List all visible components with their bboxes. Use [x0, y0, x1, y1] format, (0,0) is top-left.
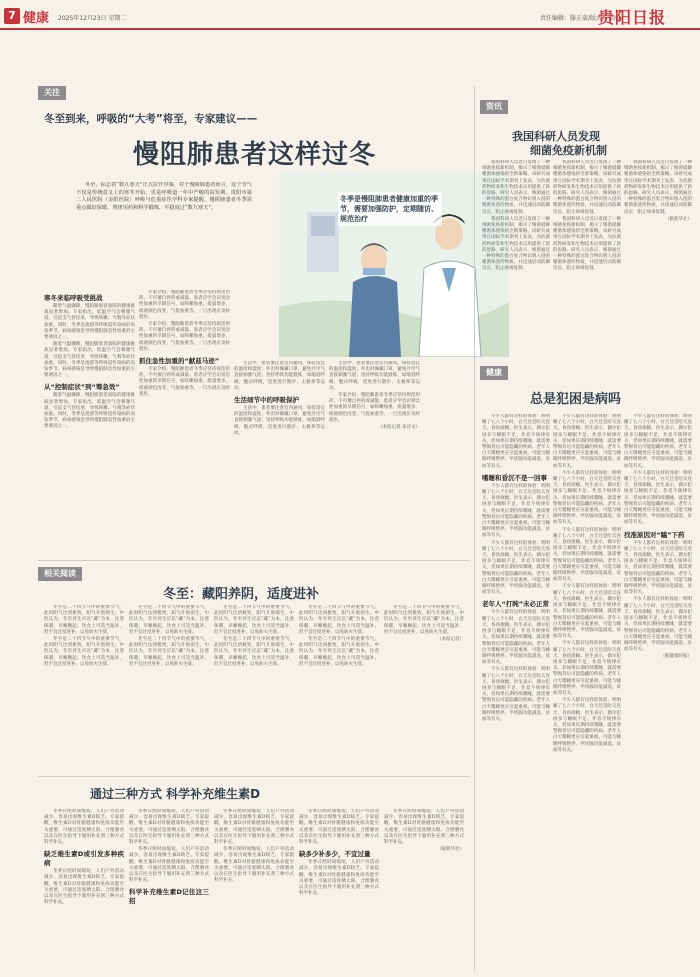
vitd-text-3: 冬季日照时间缩短，人们户外活动减少，容易出现维生素D缺乏。专家提醒，维生素D对骨骼健康和免疫功能至关重要，可通过适度晒太阳、合理膳食以及在医生指导下服用补充剂三种方式科学补充。 [129, 809, 209, 846]
column-col-1 [482, 414, 550, 969]
vitd-text-4: 冬季日照时间缩短，人们户外活动减少，容易出现维生素D缺乏。专家提醒，维生素D对骨骼健康和免疫功能至关重要，可通过适度晒太阳、合理膳食以及在医生指导下服用补充剂三种方式科学补充。 [129, 847, 209, 884]
feature-col2-text: 专家介绍，慢阻肺患者冬季应坚持规范用药，不可擅自停药或减量。患者应学会识别急性加重的早期信号，如咳嗽加重、痰量增多、痰液颜色改变、气促加重等，一旦出现应及时就医。 [139, 290, 230, 320]
solar-text-2: 冬至是二十四节气中的重要节气，此时阴气达到极致，阳气开始萌生。中医认为，冬至养生应以“藏”为本，注意保暖，早睡晚起，饮食上可适当温补，但不宜过度进补，以免助火生痰。 [129, 605, 209, 635]
feature-subhead-3: 抓住急性加重的“献兹马迹” [139, 357, 220, 366]
solar-text-3b: 冬至是二十四节气中的重要节气，此时阴气达到极致，阳气开始萌生。中医认为，冬至养生应以“藏”为本，注意保暖，早睡晚起，饮食上可适当温补，但不宜过度进补，以免助火生痰。 [214, 637, 294, 667]
vitd-col-5 [384, 809, 464, 969]
feature-kicker: 冬至到来，呼吸的“大考”将至，专家建议—— [44, 113, 258, 125]
vitd-title: 通过三种方式 科学补充维生素D [90, 787, 261, 801]
issue-date: 2025年12月23日 星期二 [58, 15, 127, 22]
page-number: 7 [4, 8, 20, 24]
vitd-text-8: 冬季日照时间缩短，人们户外活动减少，容易出现维生素D缺乏。专家提醒，维生素D对骨骼健康和免疫功能至关重要，可通过适度晒太阳、合理膳食以及在医生指导下服用补充剂三种方式科学补充。 [299, 860, 379, 897]
vitd-text-2: 冬季日照时间缩短，人们户外活动减少，容易出现维生素D缺乏。专家提醒，维生素D对骨骼健康和免疫功能至关重要，可通过适度晒太阳、合理膳食以及在医生指导下服用补充剂三种方式科学补充。 [44, 869, 124, 906]
brief-text-1b: 我国科研人员近日发现了一种细菌免疫新机制，揭示了细菌抵御噬菌体感染的全新策略。该研究成果在国际学术期刊上发表，为抗菌药物研发和生物技术应用提供了新的思路。研究人员表示，细菌通过一种特殊的蛋白复合物识别入侵的噬菌体遗传物质，并迅速启动防御反应，阻止病毒复制。 [482, 216, 550, 272]
column-col-2 [553, 414, 621, 969]
solar-text-2b: 冬至是二十四节气中的重要节气，此时阴气达到极致，阳气开始萌生。中医认为，冬至养生应以“藏”为本，注意保暖，早睡晚起，饮食上可适当温补，但不宜过度进补，以免助火生痰。 [129, 637, 209, 667]
solar-col-2 [129, 605, 209, 767]
column-title: 总是犯困是病吗 [530, 392, 622, 407]
feature-col1-text-2: 随着气温骤降，慢阻肺患者面临的健康挑战显著增加。专家指出，低温空气会刺激气道，引起支气管痉挛，导致咳嗽、气喘等症状加重。同时，冬季是流感等呼吸道传染病的高发季节，病毒感染是导致慢阻肺急性加重的主要诱因之一。 [44, 342, 135, 379]
brief-byline: （据新华社） [665, 216, 692, 222]
feature-col4-text-2: 专家介绍，慢阻肺患者冬季应坚持规范用药，不可擅自停药或减量。患者应学会识别急性加重的早期信号，如咳嗽加重、痰量增多、痰液颜色改变、气促加重等，一旦出现应及时就医。 [329, 393, 420, 423]
column-text-6: 不少人都有这样的体验：明明睡了七八个小时，白天还是哈欠连天、昏昏欲睡。医生表示，偶尔犯困多与睡眠不足、作息不规律有关，但如果长期持续嗜睡，就需要警惕背后可能隐藏的疾病。老年人白天嗜睡更应引起重视，可能与睡眠呼吸暂停、甲状腺功能减退、贫血等有关。 [553, 414, 621, 469]
column-text-7: 不少人都有这样的体验：明明睡了七八个小时，白天还是哈欠连天、昏昏欲睡。医生表示，偶尔犯困多与睡眠不足、作息不规律有关，但如果长期持续嗜睡，就需要警惕背后可能隐藏的疾病。老年人白天嗜睡更应引起重视，可能与睡眠呼吸暂停、甲状腺功能减退、贫血等有关。 [553, 470, 621, 526]
column-text-15: 不少人都有这样的体验：明明睡了七八个小时，白天还是哈欠连天、昏昏欲睡。医生表示，偶尔犯困多与睡眠不足、作息不规律有关，但如果长期持续嗜睡，就需要警惕背后可能隐藏的疾病。老年人白天嗜睡更应引起重视，可能与睡眠呼吸暂停、甲状腺功能减退、贫血等有关。 [624, 597, 692, 653]
feature-tag: 关注 [38, 86, 66, 100]
column-text-10: 不少人都有这样的体验：明明睡了七八个小时，白天还是哈欠连天、昏昏欲睡。医生表示，偶尔犯困多与睡眠不足、作息不规律有关，但如果长期持续嗜睡，就需要警惕背后可能隐藏的疾病。老年人白天嗜睡更应引起重视，可能与睡眠呼吸暂停、甲状腺功能减退、贫血等有关。 [553, 641, 621, 696]
vitd-byline: （据新华社） [437, 847, 464, 853]
column-text-14: 不少人都有这样的体验：明明睡了七八个小时，白天还是哈欠连天、昏昏欲睡。医生表示，偶尔犯困多与睡眠不足、作息不规律有关，但如果长期持续嗜睡，就需要警惕背后可能隐藏的疾病。老年人白天嗜睡更应引起重视，可能与睡眠呼吸暂停、甲状腺功能减退、贫血等有关。 [624, 540, 692, 596]
vitd-text-5: 冬季日照时间缩短，人们户外活动减少，容易出现维生素D缺乏。专家提醒，维生素D对骨骼健康和免疫功能至关重要，可通过适度晒太阳、合理膳食以及在医生指导下服用补充剂三种方式科学补充。 [214, 809, 294, 846]
column-subhead-2: 老年人“打盹”未必正常 [482, 600, 550, 609]
feature-col1-text-3: 随着气温骤降，慢阻肺患者面临的健康挑战显著增加。专家指出，低温空气会刺激气道，引起支气管痉挛，导致咳嗽、气喘等症状加重。同时，冬季是流感等呼吸道传染病的高发季节，病毒感染是导致慢阻肺急性加重的主要诱因之一。 [44, 393, 135, 430]
solar-text-3: 冬至是二十四节气中的重要节气，此时阴气达到极致，阳气开始萌生。中医认为，冬至养生应以“藏”为本，注意保暖，早睡晚起，饮食上可适当温补，但不宜过度进补，以免助火生痰。 [214, 605, 294, 635]
feature-col2-text-2: 专家介绍，慢阻肺患者冬季应坚持规范用药，不可擅自停药或减量。患者应学会识别急性加重的早期信号，如咳嗽加重、痰量增多、痰液颜色改变、气促加重等，一旦出现应及时就医。 [139, 322, 230, 352]
news-brief [480, 86, 694, 354]
column-tag: 健康 [480, 366, 508, 380]
feature-subhead-2: 从“控制症状”到“筹急效” [44, 383, 120, 392]
page-header [0, 0, 700, 30]
column-byline: （据健康时报） [660, 654, 692, 660]
related-tag: 相关阅读 [38, 567, 82, 581]
brief-tag: 资讯 [480, 100, 508, 114]
column-text-13: 不少人都有这样的体验：明明睡了七八个小时，白天还是哈欠连天、昏昏欲睡。医生表示，偶尔犯困多与睡眠不足、作息不规律有关，但如果长期持续嗜睡，就需要警惕背后可能隐藏的疾病。老年人白天嗜睡更应引起重视，可能与睡眠呼吸暂停、甲状腺功能减退、贫血等有关。 [624, 470, 692, 526]
section-name: 健康 [23, 11, 50, 26]
column-text-8: 不少人都有这样的体验：明明睡了七八个小时，白天还是哈欠连天、昏昏欲睡。医生表示，偶尔犯困多与睡眠不足、作息不规律有关，但如果长期持续嗜睡，就需要警惕背后可能隐藏的疾病。老年人白天嗜睡更应引起重视，可能与睡眠呼吸暂停、甲状腺功能减退、贫血等有关。 [553, 527, 621, 583]
sleepiness-column [480, 362, 694, 974]
column-text-11: 不少人都有这样的体验：明明睡了七八个小时，白天还是哈欠连天、昏昏欲睡。医生表示，偶尔犯困多与睡眠不足、作息不规律有关，但如果长期持续嗜睡，就需要警惕背后可能隐藏的疾病。老年人白天嗜睡更应引起重视，可能与睡眠呼吸暂停、甲状腺功能减退、贫血等有关。 [553, 698, 621, 753]
brief-text-2: 我国科研人员近日发现了一种细菌免疫新机制，揭示了细菌抵御噬菌体感染的全新策略。该研究成果在国际学术期刊上发表，为抗菌药物研发和生物技术应用提供了新的思路。研究人员表示，细菌通过一种特殊的蛋白复合物识别入侵的噬菌体遗传物质，并迅速启动防御反应，阻止病毒复制。 [553, 160, 621, 215]
vitd-text-9: 冬季日照时间缩短，人们户外活动减少，容易出现维生素D缺乏。专家提醒，维生素D对骨骼健康和免疫功能至关重要，可通过适度晒太阳、合理膳食以及在医生指导下服用补充剂三种方式科学补充。 [384, 809, 464, 846]
brief-text-3: 我国科研人员近日发现了一种细菌免疫新机制，揭示了细菌抵御噬菌体感染的全新策略。该研究成果在国际学术期刊上发表，为抗菌药物研发和生物技术应用提供了新的思路。研究人员表示，细菌通过一种特殊的蛋白复合物识别入侵的噬菌体遗传物质，并迅速启动防御反应，阻止病毒复制。 [624, 160, 692, 215]
column-text-2: 不少人都有这样的体验：明明睡了七八个小时，白天还是哈欠连天、昏昏欲睡。医生表示，偶尔犯困多与睡眠不足、作息不规律有关，但如果长期持续嗜睡，就需要警惕背后可能隐藏的疾病。老年人白天嗜睡更应引起重视，可能与睡眠呼吸暂停、甲状腺功能减退、贫血等有关。 [482, 483, 550, 539]
brief-column-3 [624, 160, 692, 350]
column-subhead-3: 找准原因对“瞌”下药 [624, 530, 685, 539]
feature-column-2 [139, 290, 230, 550]
solar-col-4 [299, 605, 379, 767]
brief-title: 我国科研人员发现 [512, 130, 600, 143]
column-text-1: 不少人都有这样的体验：明明睡了七八个小时，白天还是哈欠连天、昏昏欲睡。医生表示，偶尔犯困多与睡眠不足、作息不规律有关，但如果长期持续嗜睡，就需要警惕背后可能隐藏的疾病。老年人白天嗜睡更应引起重视，可能与睡眠呼吸暂停、甲状腺功能减退、贫血等有关。 [482, 414, 550, 469]
brief-text-1: 我国科研人员近日发现了一种细菌免疫新机制，揭示了细菌抵御噬菌体感染的全新策略。该研究成果在国际学术期刊上发表，为抗菌药物研发和生物技术应用提供了新的思路。研究人员表示，细菌通过一种特殊的蛋白复合物识别入侵的噬菌体遗传物质，并迅速启动防御反应，阻止病毒复制。 [482, 160, 550, 215]
brief-text-2b: 我国科研人员近日发现了一种细菌免疫新机制，揭示了细菌抵御噬菌体感染的全新策略。该研究成果在国际学术期刊上发表，为抗菌药物研发和生物技术应用提供了新的思路。研究人员表示，细菌通过一种特殊的蛋白复合物识别入侵的噬菌体遗传物质，并迅速启动防御反应，阻止病毒复制。 [553, 216, 621, 272]
feature-column-1 [44, 290, 135, 550]
vitd-text-6: 冬季日照时间缩短，人们户外活动减少，容易出现维生素D缺乏。专家提醒，维生素D对骨骼健康和免疫功能至关重要，可通过适度晒太阳、合理膳食以及在医生指导下服用补充剂三种方式科学补充。 [214, 847, 294, 884]
column-text-9: 不少人都有这样的体验：明明睡了七八个小时，白天还是哈欠连天、昏昏欲睡。医生表示，偶尔犯困多与睡眠不足、作息不规律有关，但如果长期持续嗜睡，就需要警惕背后可能隐藏的疾病。老年人白天嗜睡更应引起重视，可能与睡眠呼吸暂停、甲状腺功能减退、贫血等有关。 [553, 584, 621, 640]
feature-byline: （本报记者 朱诗文） [378, 425, 420, 431]
vitd-text-1: 冬季日照时间缩短，人们户外活动减少，容易出现维生素D缺乏。专家提醒，维生素D对骨骼健康和免疫功能至关重要，可通过适度晒太阳、合理膳食以及在医生指导下服用补充剂三种方式科学补充。 [44, 809, 124, 846]
column-col-3 [624, 414, 692, 969]
feature-column-4 [329, 361, 420, 551]
vitd-subhead-2: 科学补充维生素D记住这三招 [129, 888, 209, 906]
winter-solstice-article [38, 560, 469, 770]
vitd-col-4 [299, 809, 379, 969]
solar-text-1: 冬至是二十四节气中的重要节气，此时阴气达到极致，阳气开始萌生。中医认为，冬至养生应以“藏”为本，注意保暖，早睡晚起，饮食上可适当温补，但不宜过度进补，以免助火生痰。 [44, 605, 124, 635]
vitd-subhead-1: 缺乏维生素D或引发多种疾病 [44, 850, 124, 868]
vitd-subhead-3: 缺多少补多少，不宜过量 [299, 850, 371, 859]
solar-col-5 [384, 605, 464, 767]
feature-col1-text: 随着气温骤降，慢阻肺患者面临的健康挑战显著增加。专家指出，低温空气会刺激气道，引起支气管痉挛，导致咳嗽、气喘等症状加重。同时，冬季是流感等呼吸道传染病的高发季节，病毒感染是导致慢阻肺急性加重的主要诱因之一。 [44, 304, 135, 341]
column-text-3: 不少人都有这样的体验：明明睡了七八个小时，白天还是哈欠连天、昏昏欲睡。医生表示，偶尔犯困多与睡眠不足、作息不规律有关，但如果长期持续嗜睡，就需要警惕背后可能隐藏的疾病。老年人白天嗜睡更应引起重视，可能与睡眠呼吸暂停、甲状腺功能减退、贫血等有关。 [482, 540, 550, 596]
vitd-col-2 [129, 809, 209, 969]
vitd-text-7: 冬季日照时间缩短，人们户外活动减少，容易出现维生素D缺乏。专家提醒，维生素D对骨骼健康和免疫功能至关重要，可通过适度晒太阳、合理膳食以及在医生指导下服用补充剂三种方式科学补充。 [299, 809, 379, 846]
feature-headline: 慢阻肺患者这样过冬 [133, 140, 377, 170]
brief-column-1 [482, 160, 550, 350]
solar-col-1 [44, 605, 124, 767]
solar-text-1b: 冬至是二十四节气中的重要节气，此时阴气达到极致，阳气开始萌生。中医认为，冬至养生应以“藏”为本，注意保暖，早睡晚起，饮食上可适当温补，但不宜过度进补，以免助火生痰。 [44, 637, 124, 667]
vitd-col-3 [214, 809, 294, 969]
brief-title-2: 细菌免疫新机制 [530, 144, 607, 157]
column-text-4: 不少人都有这样的体验：明明睡了七八个小时，白天还是哈欠连天、昏昏欲睡。医生表示，偶尔犯困多与睡眠不足、作息不规律有关，但如果长期持续嗜睡，就需要警惕背后可能隐藏的疾病。老年人白天嗜睡更应引起重视，可能与睡眠呼吸暂停、甲状腺功能减退、贫血等有关。 [482, 610, 550, 666]
solar-col-3 [214, 605, 294, 767]
column-subhead-1: 嗜睡和昏沉不是一回事 [482, 473, 547, 482]
solar-text-4: 冬至是二十四节气中的重要节气，此时阴气达到极致，阳气开始萌生。中医认为，冬至养生应以“藏”为本，注意保暖，早睡晚起，饮食上可适当温补，但不宜过度进补，以免助火生痰。 [299, 605, 379, 635]
solar-byline: （本报记者） [437, 637, 464, 643]
solar-text-4b: 冬至是二十四节气中的重要节气，此时阴气达到极致，阳气开始萌生。中医认为，冬至养生应以“藏”为本，注意保暖，早睡晚起，饮食上可适当温补，但不宜过度进补，以免助火生痰。 [299, 637, 379, 667]
feature-lead [76, 182, 252, 274]
feature-article [38, 86, 469, 554]
feature-lead-text: 冬至，标志着“数九寒天”正式拉开序幕，对于慢阻肺患者而言，这个节气不仅是传统意义上的寒冬开始，更是呼吸道一年中严峻的高发期。贵阳市第二人民医院（金阳医院）呼吸与危重症医学科专家提醒，慢阻肺患者冬季需重点做好保暖、规律用药和科学锻炼，平稳度过“数九寒天”。 [76, 182, 252, 211]
feature-col3-text: 生活中，患者要注意室内通风，保持适宜的温度和湿度；外出时佩戴口罩，避免冷空气直接刺激气道；坚持呼吸功能锻炼，如缩唇呼吸、腹式呼吸，适度进行散步、太极拳等运动。 [234, 361, 325, 391]
feature-column-3 [234, 361, 325, 551]
vitamin-d-article [38, 776, 469, 972]
feature-col4-text: 生活中，患者要注意室内通风，保持适宜的温度和湿度；外出时佩戴口罩，避免冷空气直接刺激气道；坚持呼吸功能锻炼，如缩唇呼吸、腹式呼吸，适度进行散步、太极拳等运动。 [329, 361, 420, 391]
editor-credit: 责任编辑：滕正豪/版式：吴丽 [540, 15, 621, 22]
vitd-col-1 [44, 809, 124, 969]
feature-subhead-1: 寒冬来临呼吸受挑战 [44, 294, 103, 302]
column-text-5: 不少人都有这样的体验：明明睡了七八个小时，白天还是哈欠连天、昏昏欲睡。医生表示，偶尔犯困多与睡眠不足、作息不规律有关，但如果长期持续嗜睡，就需要警惕背后可能隐藏的疾病。老年人白天嗜睡更应引起重视，可能与睡眠呼吸暂停、甲状腺功能减退、贫血等有关。 [482, 667, 550, 722]
vertical-divider [474, 86, 475, 971]
column-text-12: 不少人都有这样的体验：明明睡了七八个小时，白天还是哈欠连天、昏昏欲睡。医生表示，偶尔犯困多与睡眠不足、作息不规律有关，但如果长期持续嗜睡，就需要警惕背后可能隐藏的疾病。老年人白天嗜睡更应引起重视，可能与睡眠呼吸暂停、甲状腺功能减退、贫血等有关。 [624, 414, 692, 469]
brief-column-2 [553, 160, 621, 350]
solar-title: 冬至：藏阳养阴，适度进补 [163, 587, 320, 602]
feature-col2-text-3: 专家介绍，慢阻肺患者冬季应坚持规范用药，不可擅自停药或减量。患者应学会识别急性加重的早期信号，如咳嗽加重、痰量增多、痰液颜色改变、气促加重等，一旦出现应及时就医。 [139, 367, 230, 397]
feature-callout: 冬季是慢阻肺患者健康加重的季节，需要加强防护，定期随访、规范治疗 [338, 192, 442, 226]
feature-subhead-4: 生活细节中的呼吸保护 [234, 396, 299, 405]
newspaper-logo: 贵阳日报 [598, 8, 667, 27]
feature-col3-text-2: 生活中，患者要注意室内通风，保持适宜的温度和湿度；外出时佩戴口罩，避免冷空气直接刺激气道；坚持呼吸功能锻炼，如缩唇呼吸、腹式呼吸，适度进行散步、太极拳等运动。 [234, 406, 325, 436]
solar-text-5: 冬至是二十四节气中的重要节气，此时阴气达到极致，阳气开始萌生。中医认为，冬至养生应以“藏”为本，注意保暖，早睡晚起，饮食上可适当温补，但不宜过度进补，以免助火生痰。 [384, 605, 464, 635]
